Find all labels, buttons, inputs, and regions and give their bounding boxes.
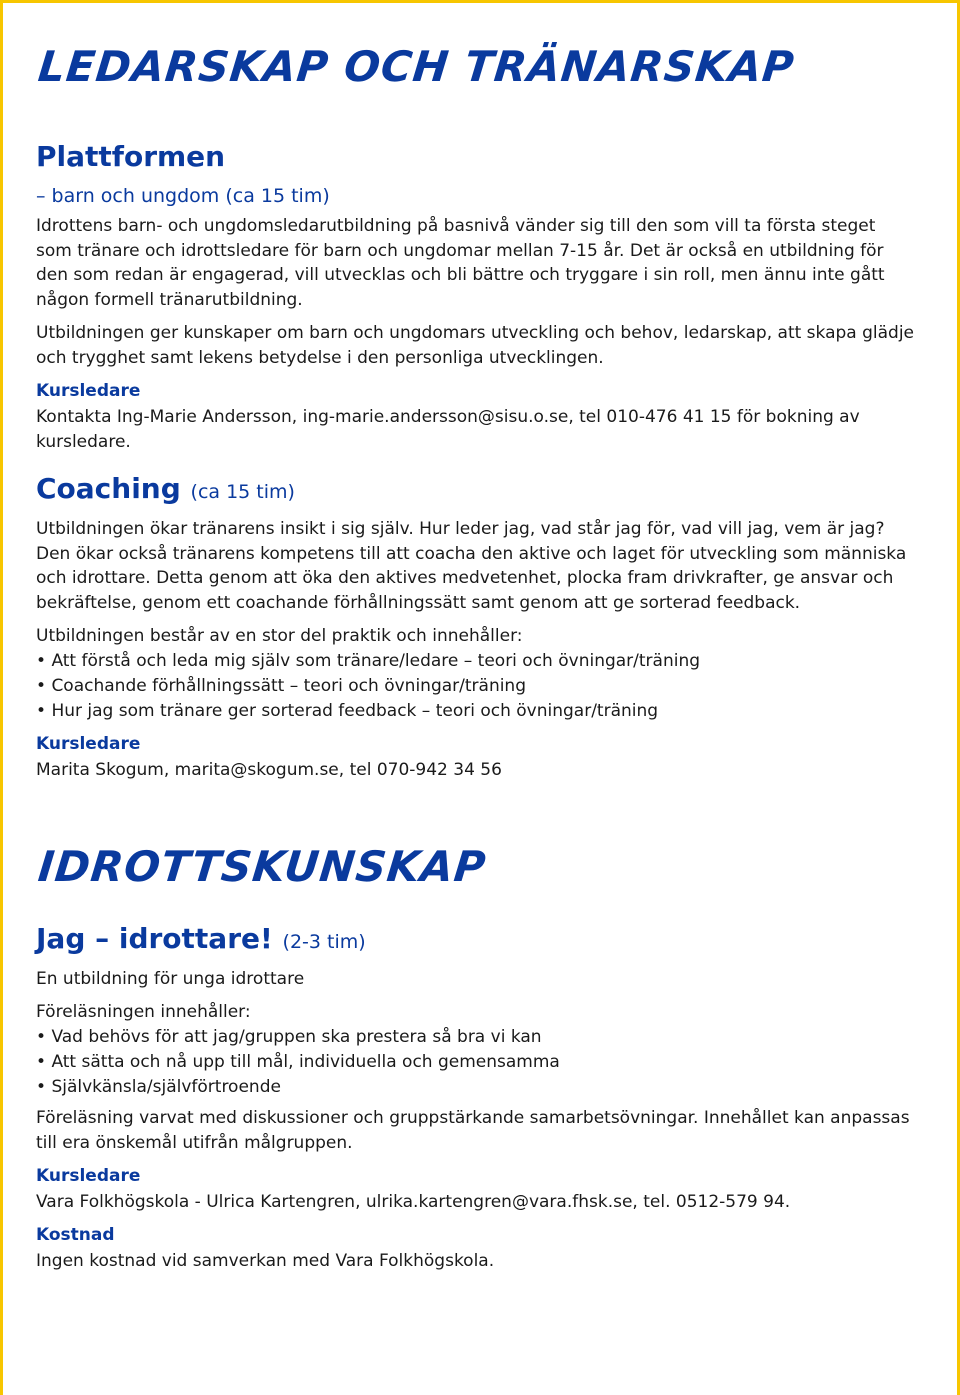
- jag-idrottare-title-text: Jag – idrottare!: [36, 922, 273, 955]
- jag-idrottare-kursledare-text: Vara Folkhögskola - Ulrica Kartengren, ulrika.kartengren@vara.fhsk.se, tel. 0512-579 94.: [36, 1192, 791, 1212]
- plattformen-title: Plattformen: [36, 140, 226, 173]
- coaching-title: [36, 472, 295, 505]
- jag-idrottare-intro: Föreläsningen innehåller:: [36, 1002, 251, 1022]
- plattformen-paragraph-1: Idrottens barn- och ungdomsledarutbildning på basnivå vänder sig till den som vill ta första steget som tränare och idrottsledare för barn och ungdomar mellan 7-15 år. Det är också en utbildning för den som redan är engagerad, vill utvecklas och bli bättre och tryggare i sin roll, men ännu inte gått någon formell tränarutbildning.: [36, 216, 885, 310]
- list-item: • Att förstå och leda mig själv som tränare/ledare – teori och övningar/träning: [36, 649, 700, 674]
- list-item: • Vad behövs för att jag/gruppen ska prestera så bra vi kan: [36, 1025, 560, 1050]
- coaching-intro: Utbildningen består av en stor del praktik och innehåller:: [36, 626, 523, 646]
- coaching-bullet-list: [36, 649, 700, 724]
- list-item: • Att sätta och nå upp till mål, individuella och gemensamma: [36, 1050, 560, 1075]
- jag-idrottare-paragraph-2: Föreläsning varvat med diskussioner och gruppstärkande samarbetsövningar. Innehållet kan anpassas till era önskemål utifrån målgruppen.: [36, 1108, 910, 1153]
- coaching-title-duration: (ca 15 tim): [190, 481, 295, 503]
- jag-idrottare-bullet-list: [36, 1025, 560, 1100]
- section-heading-idrottskunskap: IDROTTSKUNSKAP: [36, 842, 489, 891]
- jag-idrottare-paragraph-1: En utbildning för unga idrottare: [36, 969, 305, 989]
- coaching-title-text: Coaching: [36, 472, 181, 505]
- plattformen-paragraph-2: Utbildningen ger kunskaper om barn och ungdomars utveckling och behov, ledarskap, att skapa glädje och trygghet samt lekens betydelse i den personliga utvecklingen.: [36, 323, 915, 368]
- plattformen-subtitle: – barn och ungdom (ca 15 tim): [36, 185, 330, 207]
- list-item: • Coachande förhållningssätt – teori och övningar/träning: [36, 674, 700, 699]
- list-item: • Hur jag som tränare ger sorterad feedback – teori och övningar/träning: [36, 699, 700, 724]
- coaching-paragraph-1: Utbildningen ökar tränarens insikt i sig själv. Hur leder jag, vad står jag för, vad vill jag, vem är jag? Den ökar också tränarens kompetens till att coacha den aktive och laget för utveckling som människa och idrottare. Detta genom att öka den aktives medvetenhet, plocka fram drivkrafter, ge ansvar och bekräftelse, genom ett coachande förhållningssätt samt genom att ge sorterad feedback.: [36, 519, 907, 613]
- jag-idrottare-kursledare-label: Kursledare: [36, 1166, 141, 1186]
- coaching-kursledare-text: Marita Skogum, marita@skogum.se, tel 070-942 34 56: [36, 760, 502, 780]
- section-heading-ledarskap: LEDARSKAP OCH TRÄNARSKAP: [36, 42, 797, 91]
- list-item: • Självkänsla/självförtroende: [36, 1075, 560, 1100]
- plattformen-kursledare-label: Kursledare: [36, 381, 141, 401]
- jag-idrottare-kostnad-label: Kostnad: [36, 1225, 115, 1245]
- jag-idrottare-title-duration: (2-3 tim): [282, 931, 366, 953]
- jag-idrottare-kostnad-text: Ingen kostnad vid samverkan med Vara Folkhögskola.: [36, 1251, 495, 1271]
- jag-idrottare-title: [36, 922, 366, 955]
- coaching-kursledare-label: Kursledare: [36, 734, 141, 754]
- plattformen-kursledare-text: Kontakta Ing-Marie Andersson, ing-marie.andersson@sisu.o.se, tel 010-476 41 15 för bokning av kursledare.: [36, 407, 860, 452]
